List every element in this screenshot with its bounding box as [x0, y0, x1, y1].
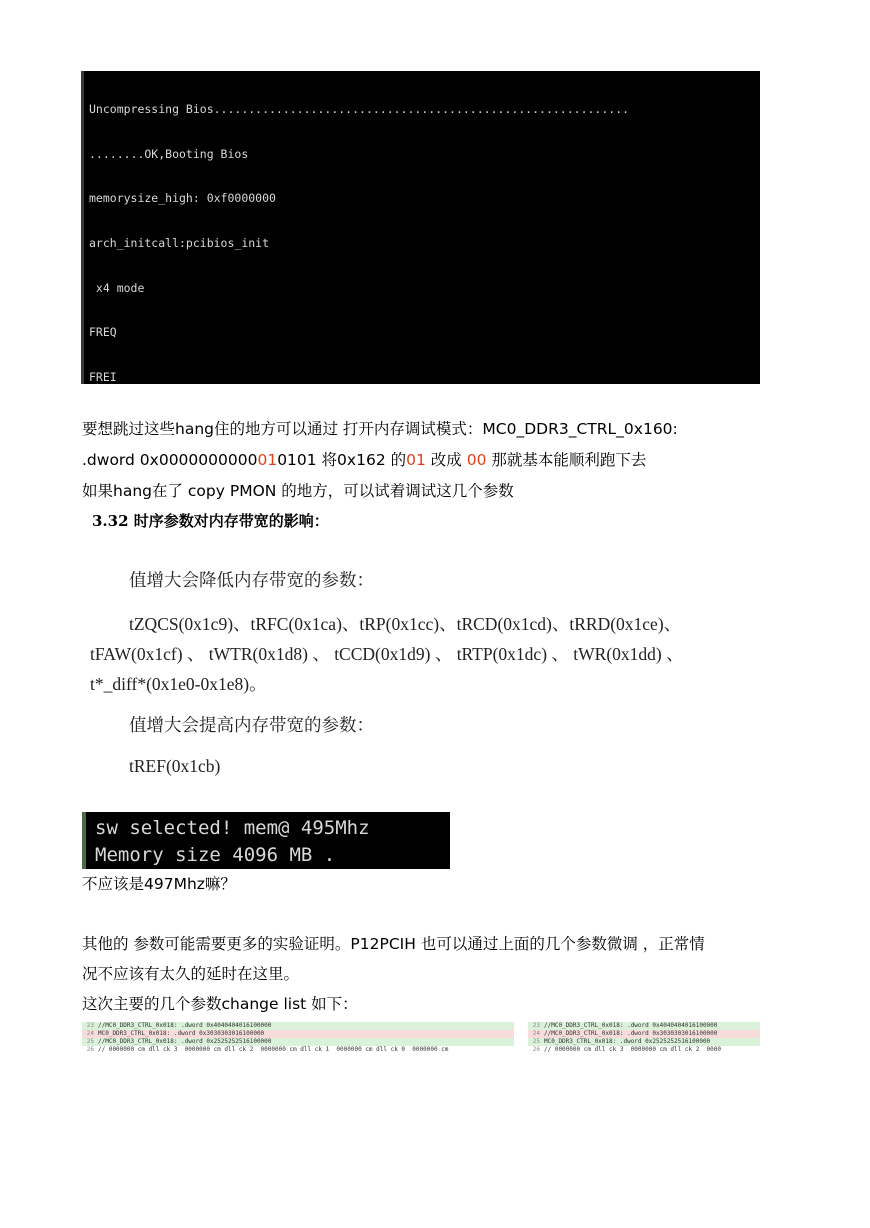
timing-params-line: tZQCS(0x1c9)、tRFC(0x1ca)、tRP(0x1cc)、tRCD(0x1cd)、tRRD(0x1ce)、	[129, 614, 682, 634]
change-to-text: 改成	[425, 451, 467, 469]
boot-log-line: memorysize_high: 0xf0000000	[89, 191, 276, 206]
question-text: 不应该是497Mhz嘛？	[82, 875, 236, 893]
tref-param: tREF(0x1cb)	[129, 756, 221, 776]
diff-row: 24 MC0_DDR3_CTRL_0x018: .dword 0x3030303016100000	[82, 1030, 514, 1038]
timing-params-line: tFAW(0x1cf) 、 tWTR(0x1d8) 、 tCCD(0x1d9) 、 tRTP(0x1dc) 、 tWR(0x1dd) 、	[90, 644, 684, 664]
boot-log-line: FREI	[89, 370, 117, 384]
diff-row: 25 MC0_DDR3_CTRL_0x018: .dword 0x2525252516100000	[528, 1038, 760, 1046]
debug-mode-text: 要想跳过这些hang住的地方可以通过 打开内存调试模式：MC0_DDR3_CTRL_0x160:	[82, 420, 678, 438]
highlight-value: 00	[466, 451, 487, 469]
increase-bandwidth-title: 值增大会提高内存带宽的参数：	[129, 715, 374, 735]
diff-left-pane	[82, 1021, 514, 1058]
boot-log-line: x4 mode	[89, 280, 145, 295]
other-params-text: 其他的 参数可能需要更多的实验证明。P12PCIH 也可以通过上面的几个参数微调 ，正常情	[82, 935, 705, 953]
diff-row: 23 //MC0_DDR3_CTRL_0x018: .dword 0x4040404016100000	[528, 1022, 760, 1030]
dword-change-text	[82, 450, 646, 470]
section-heading: 3.32 时序参数对内存带宽的影响：	[92, 512, 329, 530]
boot-log-line: arch_initcall:pcibios_init	[89, 235, 270, 250]
boot-log-terminal	[81, 71, 760, 384]
decrease-bandwidth-title: 值增大会降低内存带宽的参数：	[129, 570, 374, 590]
copy-pmon-text: 如果hang在了 copy PMON 的地方，可以试着调试这几个参数	[82, 482, 514, 500]
change-list-text: 这次主要的几个参数change list 如下：	[82, 995, 358, 1013]
highlight-value: 01	[406, 451, 426, 469]
diff-right-pane	[528, 1021, 760, 1058]
diff-row: 25 //MC0_DDR3_CTRL_0x018: .dword 0x2525252516100000	[82, 1038, 514, 1046]
mem-size-line: Memory size 4096 MB .	[95, 844, 336, 866]
dword-suffix: 0101 将0x162 的	[277, 451, 407, 469]
diff-row: 26 // 0000000 cm dll ck 3 0000000 cm dll ck 2 0000000 cm dll ck 1 0000000 cm dll ck 0 0000000 cm	[86, 1046, 449, 1053]
diff-row: 26 // 0000000 cm dll ck 3 0000000 cm dll ck 2 0000	[532, 1046, 722, 1053]
boot-log-lines	[89, 72, 760, 384]
boot-log-line: ........OK,Booting Bios	[89, 146, 249, 161]
delay-text: 况不应该有太久的延时在这里。	[82, 965, 300, 983]
boot-log-line: FREQ	[89, 325, 117, 340]
diff-row: 24 //MC0_DDR3_CTRL_0x018: .dword 0x3030303016100000	[528, 1030, 760, 1038]
diff-row: 23 //MC0_DDR3_CTRL_0x018: .dword 0x4040404016100000	[82, 1022, 514, 1030]
highlight-value: 01	[257, 451, 278, 469]
result-text: 那就基本能顺利跑下去	[486, 451, 647, 469]
boot-log-line: Uncompressing Bios............................................................	[89, 101, 630, 116]
timing-params-line: t*_diff*(0x1e0-0x1e8)。	[90, 674, 267, 694]
memory-terminal	[82, 812, 450, 869]
mem-freq-line: sw selected! mem@ 495Mhz	[95, 817, 370, 839]
dword-prefix: .dword 0x0000000000	[82, 451, 258, 469]
